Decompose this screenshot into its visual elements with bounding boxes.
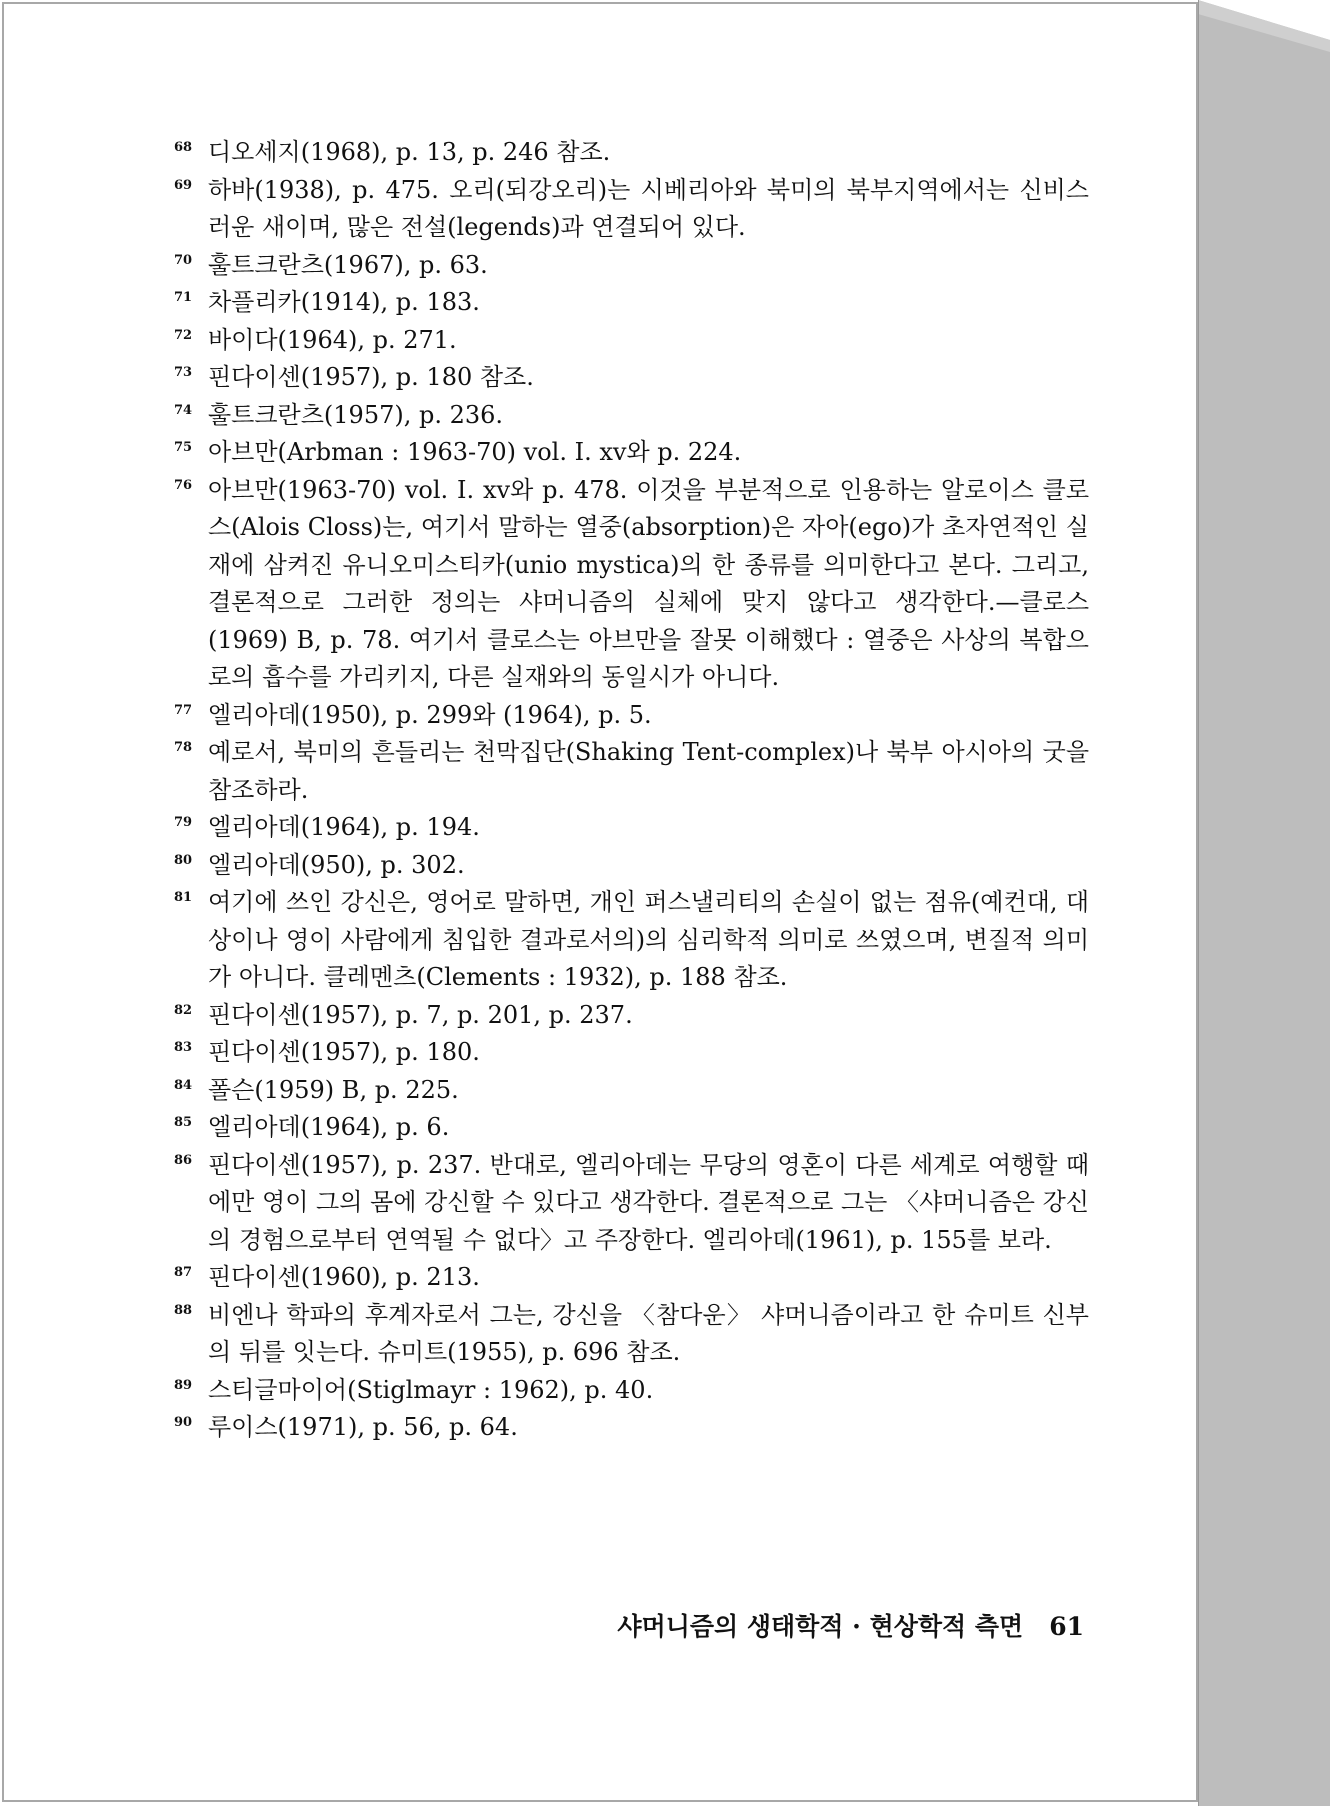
note-number: 89	[174, 1377, 193, 1393]
endnote	[174, 1409, 1089, 1447]
note-number: 68	[174, 140, 193, 155]
note-text: 훌트크란츠(1967), p. 63.	[208, 250, 488, 279]
endnote	[174, 734, 1089, 809]
note-text: 엘리아데(1964), p. 6.	[208, 1113, 450, 1141]
note-number: 78	[174, 740, 193, 755]
note-number: 70	[174, 252, 193, 268]
endnote	[174, 1072, 1089, 1110]
note-number: 69	[174, 177, 193, 193]
note-text: 핀다이센(1957), p. 237. 반대로, 엘리아데는 무당의 영혼이 다른 세계로 여행할 때에만 영이 그의 몸에 강신할 수 있다고 생각한다. 결론적으로 그는 〈샤머니즘은 강신의 경험으로부터 연역될 수 없다〉고 주장한다. 엘리아데(1961), p. 155를 보라.	[208, 1150, 1089, 1254]
endnote	[174, 1297, 1089, 1372]
endnote	[174, 1259, 1089, 1297]
endnote	[174, 472, 1089, 697]
note-number: 85	[174, 1115, 193, 1130]
book-page	[2, 2, 1198, 1802]
note-text: 엘리아데(950), p. 302.	[208, 850, 465, 879]
note-text: 핀다이센(1960), p. 213.	[208, 1263, 480, 1291]
note-number: 77	[174, 702, 193, 718]
note-number: 80	[174, 852, 193, 868]
note-text: 디오세지(1968), p. 13, p. 246 참조.	[208, 138, 611, 166]
note-text: 아브만(1963-70) vol. I. xv와 p. 478. 이것을 부분적으로 인용하는 알로이스 클로스(Alois Closs)는, 여기서 말하는 열중(absorption)은 자아(ego)가 초자연적인 실재에 삼켜진 유니오미스티카(unio mystica)의 한 종류를 의미한다고 본다. 그리고, 결론적으로 그러한 정의는 샤머니즘의 실체에 맞지 않다고 생각한다.—클로스(1969) B, p. 78. 여기서 클로스는 아브만을 잘못 이해했다 : 열중은 사상의 복합으로의 흡수를 가리키지, 다른 실재와의 동일시가 아니다.	[208, 475, 1089, 691]
note-text: 폴슨(1959) B, p. 225.	[208, 1075, 459, 1104]
endnote	[174, 1034, 1089, 1072]
note-number: 82	[174, 1002, 193, 1018]
note-number: 71	[174, 290, 193, 305]
note-number: 84	[174, 1077, 193, 1093]
note-number: 87	[174, 1265, 193, 1280]
note-text: 아브만(Arbman : 1963-70) vol. I. xv와 p. 224.	[208, 438, 742, 466]
book-page-edge	[1198, 0, 1330, 1806]
endnotes-list	[174, 134, 1089, 1447]
note-number: 81	[174, 890, 193, 905]
endnote	[174, 884, 1089, 997]
note-text: 훌트크란츠(1957), p. 236.	[208, 400, 504, 429]
note-text: 엘리아데(1950), p. 299와 (1964), p. 5.	[208, 700, 652, 729]
endnote	[174, 284, 1089, 322]
note-number: 86	[174, 1152, 193, 1168]
endnote	[174, 697, 1089, 735]
note-text: 스티글마이어(Stiglmayr : 1962), p. 40.	[208, 1375, 654, 1404]
page-number: 61	[1049, 1612, 1084, 1641]
note-text: 루이스(1971), p. 56, p. 64.	[208, 1413, 518, 1441]
endnote	[174, 809, 1089, 847]
endnote	[174, 397, 1089, 435]
note-number: 73	[174, 365, 193, 380]
endnote	[174, 1147, 1089, 1260]
note-text: 비엔나 학파의 후계자로서 그는, 강신을 〈참다운〉 샤머니즘이라고 한 슈미트 신부의 뒤를 잇는다. 슈미트(1955), p. 696 참조.	[208, 1300, 1089, 1366]
note-text: 핀다이센(1957), p. 180 참조.	[208, 363, 534, 391]
note-number: 79	[174, 815, 193, 830]
note-text: 여기에 쓰인 강신은, 영어로 말하면, 개인 퍼스낼리티의 손실이 없는 점유(예컨대, 대상이나 영이 사람에게 침입한 결과로서의)의 심리학적 의미로 쓰였으며, 변질적 의미가 아니다. 클레멘츠(Clements : 1932), p. 188 참조.	[208, 888, 1089, 991]
running-footer	[617, 1607, 1084, 1643]
page-stack-shadow-icon	[1198, 0, 1330, 1806]
endnote	[174, 322, 1089, 360]
note-number: 74	[174, 402, 193, 418]
endnote	[174, 997, 1089, 1035]
note-text: 핀다이센(1957), p. 180.	[208, 1038, 480, 1066]
note-text: 바이다(1964), p. 271.	[208, 325, 457, 354]
note-number: 75	[174, 440, 193, 455]
endnote	[174, 172, 1089, 247]
note-text: 예로서, 북미의 흔들리는 천막집단(Shaking Tent-complex)나 북부 아시아의 굿을 참조하라.	[208, 738, 1089, 804]
note-text: 핀다이센(1957), p. 7, p. 201, p. 237.	[208, 1000, 633, 1029]
note-number: 88	[174, 1302, 193, 1318]
endnote	[174, 247, 1089, 285]
note-text: 차플리카(1914), p. 183.	[208, 288, 480, 316]
endnote	[174, 134, 1089, 172]
note-number: 83	[174, 1040, 193, 1055]
note-number: 90	[174, 1415, 193, 1430]
endnote	[174, 1109, 1089, 1147]
endnote	[174, 434, 1089, 472]
note-text: 하바(1938), p. 475. 오리(되강오리)는 시베리아와 북미의 북부지역에서는 신비스러운 새이며, 많은 전설(legends)과 연결되어 있다.	[208, 175, 1089, 241]
note-number: 76	[174, 477, 193, 493]
endnote	[174, 1372, 1089, 1410]
endnote	[174, 847, 1089, 885]
endnote	[174, 359, 1089, 397]
running-head: 샤머니즘의 생태학적 · 현상학적 측면	[617, 1612, 1024, 1641]
note-text: 엘리아데(1964), p. 194.	[208, 813, 480, 841]
note-number: 72	[174, 327, 193, 343]
